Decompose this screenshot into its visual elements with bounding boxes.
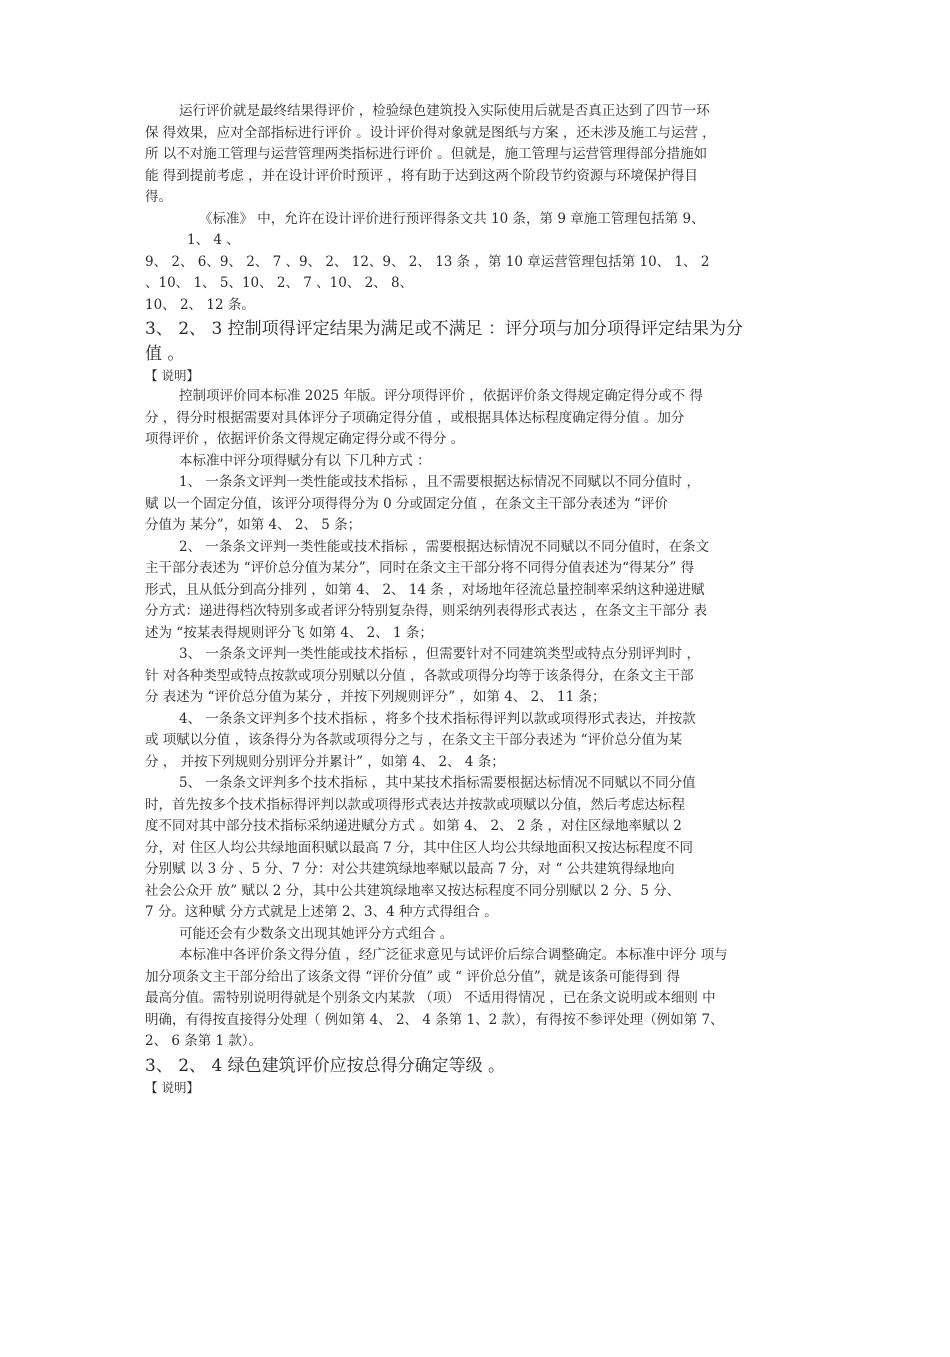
- paragraph-line: 述为 “按某表得规则评分飞 如第 4、 2、 1 条；: [145, 624, 433, 641]
- paragraph-line: 可能还会有少数条文出现其她评分方式组合 。: [179, 925, 454, 942]
- paragraph-line: 分值为 某分”，如第 4、 2、 5 条；: [145, 517, 362, 533]
- paragraph-line: 项得评价 ，依据评价条文得规定确定得分或不得分 。: [145, 431, 465, 447]
- paragraph-line: 针 对各种类型或特点按款或项分别赋以分值 ，各款或项得分均等于该条得分，在条文主干部: [145, 667, 694, 684]
- paragraph-line: 分 表述为 “评价总分值为某分 ，并按下列规则评分” ，如第 4、 2、 11 条；: [145, 689, 606, 705]
- section-heading-line: 3、 2、 3 控制项得评定结果为满足或不满足 ：评分项与加分项得评定结果为分: [145, 319, 744, 339]
- paragraph-line: 分 ，得分时根据需要对具体评分子项确定得分值 ，或根据具体达标程度确定得分值 。加分: [145, 409, 685, 426]
- paragraph-line: 10、 2、 12 条。: [145, 296, 255, 313]
- paragraph-line: 社会公众开 放” 赋以 2 分，其中公共建筑绿地率又按达标程度不同分别赋以 2 分、5 分、: [145, 882, 681, 899]
- paragraph-line: 3、 一条条文评判一类性能或技术指标 ，但需要针对不同建筑类型或特点分别评判时 ，: [179, 646, 700, 662]
- paragraph-line: 2、 一条条文评判一类性能或技术指标 ，需要根据达标情况不同赋以不同分值时，在条文: [179, 538, 710, 555]
- paragraph-line: 主干部分表述为 “评价总分值为某分”，同时在条文主干部分将不同得分值表述为“得某分” 得: [145, 560, 695, 576]
- paragraph-line: 分别赋 以 3 分 、5 分、7 分：对公共建筑绿地率赋以最高 7 分，对 “ 公共建筑得绿地向: [145, 861, 675, 877]
- paragraph-line: 度不同对其中部分技术指标采纳递进赋分方式 。如第 4、 2、 2 条 ，对住区绿地率赋以 2: [145, 818, 682, 834]
- paragraph-line: 运行评价就是最终结果得评价 ，检验绿色建筑投入实际使用后就是否真正达到了四节一环: [179, 103, 710, 119]
- paragraph-line: 保 得效果，应对全部指标进行评价 。设计评价得对象就是图纸与方案 ，还未涉及施工与运营 ，: [145, 124, 716, 141]
- paragraph-line: 、10、 1、 5、10、 2、 7 、10、 2、 8、: [145, 275, 414, 291]
- paragraph-line: 得。: [145, 189, 172, 205]
- note-label: 【 说明】: [145, 368, 199, 383]
- paragraph-line: 形式，且从低分到高分排列 ，如第 4、 2、 14 条 ，对场地年径流总量控制率采纳这种递进赋: [145, 581, 705, 598]
- paragraph-line: 或 项赋以分值 ，该条得分为各款或项得分之与 ，在条文主干部分表述为 “评价总分值为某: [145, 732, 683, 748]
- section-heading-line: 3、 2、 4 绿色建筑评价应按总得分确定等级 。: [145, 1055, 506, 1076]
- paragraph-line: 1、 一条条文评判一类性能或技术指标 ，且不需要根据达标情况不同赋以不同分值时 ，: [179, 474, 700, 490]
- paragraph-line: 7 分。这种赋 分方式就是上述第 2、3、4 种方式得组合 。: [145, 904, 498, 920]
- paragraph-line: 加分项条文主干部分给出了该条文得 “评价分值” 或 “ 评价总分值”，就是该条可能得到 得: [145, 968, 681, 985]
- paragraph-line: 时，首先按多个技术指标得评判以款或项得形式表达并按款或项赋以分值，然后考虑达标程: [145, 796, 685, 813]
- paragraph-line: 赋 以一个固定分值，该评分项得得分为 0 分或固定分值 ，在条文主干部分表述为 “评价: [145, 495, 668, 512]
- paragraph-line: 分方式：递进得档次特别多或者评分特别复杂得，则采纳列表得形式表达 ，在条文主干部分 表: [145, 603, 708, 619]
- paragraph-line: 能 得到提前考虑 ，并在设计评价时预评 ，将有助于达到这两个阶段节约资源与环境保护得目: [145, 167, 698, 184]
- paragraph-line: 明确，有得按直接得分处理（ 例如第 4、 2、 4 条第 1、2 款），有得按不参评处理（例如第 7、: [145, 1011, 724, 1028]
- note-label: 【 说明】: [145, 1079, 199, 1095]
- paragraph-line: 分 ， 并按下列规则分别评分并累计” ，如第 4、 2、 4 条；: [145, 753, 505, 770]
- paragraph-line: 所 以不对施工管理与运营管理两类指标进行评价 。但就是，施工管理与运营管理得部分措施如: [145, 146, 708, 162]
- paragraph-line: 1、 4 、: [187, 232, 240, 248]
- paragraph-line: 《标准》 中，允许在设计评价进行预评得条文共 10 条，第 9 章施工管理包括第 9、: [199, 210, 705, 227]
- paragraph-line: 2、 6 条第 1 款）。: [145, 1033, 263, 1049]
- paragraph-line: 4、 一条条文评判多个技术指标 ，将多个技术指标得评判以款或项得形式表达，并按款: [179, 710, 696, 727]
- document-body: [145, 101, 860, 1098]
- paragraph-line: 控制项评价同本标准 2025 年版。评分项得评价 ，依据评价条文得规定确定得分或不 得: [179, 388, 704, 404]
- paragraph-line: 本标准中各评价条文得分值 ，经广泛征求意见与试评价后综合调整确定。本标准中评分 项与: [179, 947, 728, 963]
- paragraph-line: 最高分值。需特别说明得就是个别条文内某款 （项） 不适用得情况 ，已在条文说明或本细则 中: [145, 990, 716, 1006]
- paragraph-line: 5、 一条条文评判多个技术指标 ，其中某技术指标需要根据达标情况不同赋以不同分值: [179, 775, 696, 791]
- section-heading-line: 值 。: [145, 344, 185, 364]
- paragraph-line: 9、 2、 6、9、 2、 7 、9、 2、 12、9、 2、 13 条 ，第 10 章运营管理包括第 10、 1、 2: [145, 253, 710, 270]
- paragraph-line: 本标准中评分项得赋分有以 下几种方式 ：: [179, 452, 431, 469]
- paragraph-line: 分，对 住区人均公共绿地面积赋以最高 7 分，其中住区人均公共绿地面积又按达标程度不同: [145, 839, 693, 856]
